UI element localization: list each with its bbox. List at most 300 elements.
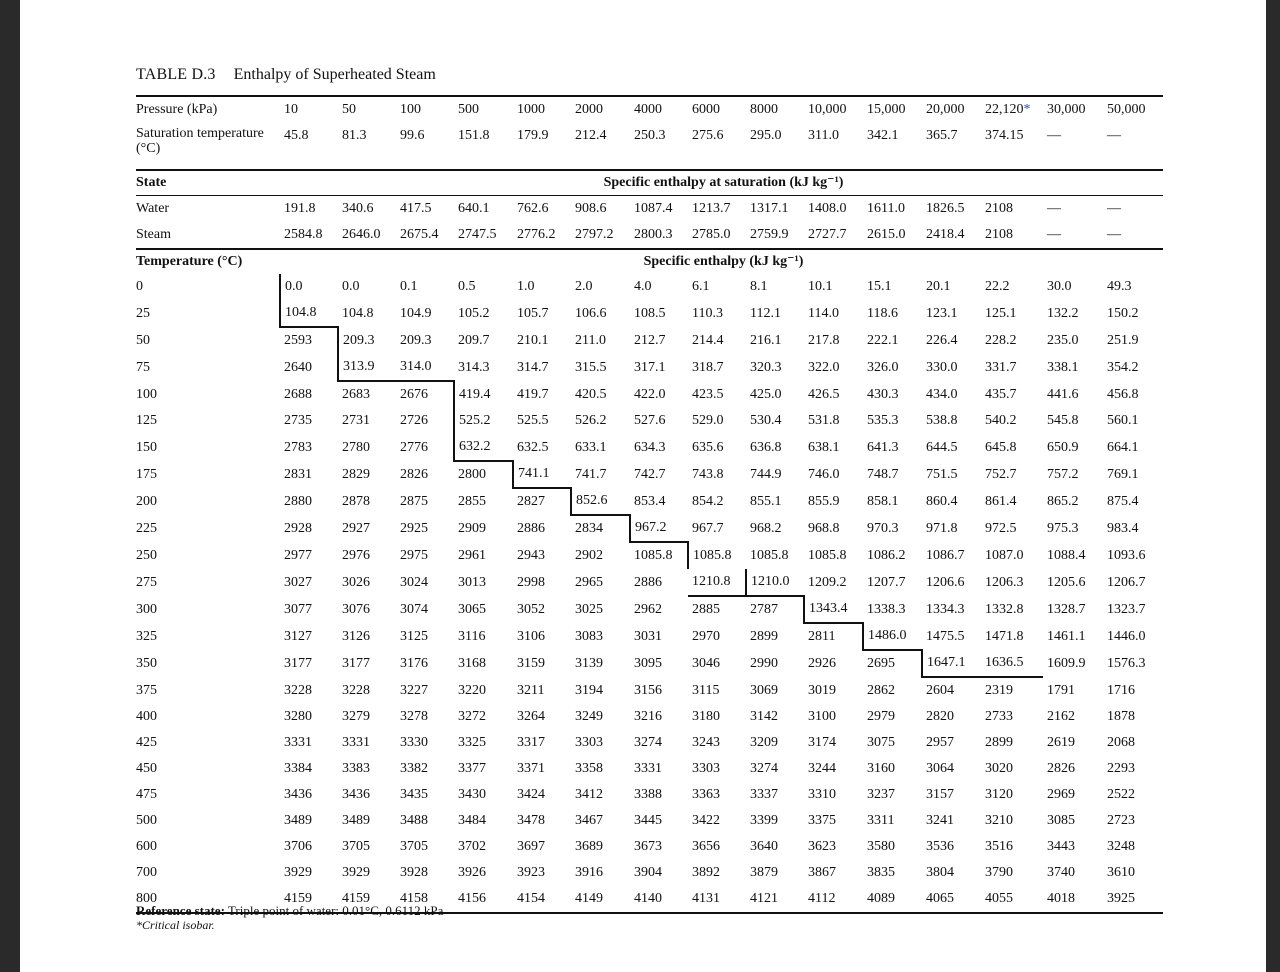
enthalpy-value: 3383 bbox=[342, 761, 370, 776]
enthalpy-value: 540.2 bbox=[985, 413, 1017, 428]
enthalpy-value: 3125 bbox=[400, 628, 428, 644]
enthalpy-value: 49.3 bbox=[1107, 279, 1132, 294]
enthalpy-value: 525.2 bbox=[454, 408, 513, 434]
enthalpy-value: 3929 bbox=[342, 865, 370, 880]
enthalpy-value: 3467 bbox=[575, 813, 603, 828]
enthalpy-value: 3384 bbox=[284, 761, 312, 776]
temperature-value: 200 bbox=[136, 493, 157, 509]
enthalpy-value: 1.0 bbox=[517, 279, 535, 294]
enthalpy-value: 3488 bbox=[400, 813, 428, 828]
enthalpy-value: 1471.8 bbox=[985, 628, 1024, 644]
temperature-row bbox=[136, 650, 1163, 677]
steam-enthalpy-value: 2646.0 bbox=[342, 227, 381, 242]
enthalpy-value: 209.3 bbox=[400, 332, 432, 348]
enthalpy-value: 354.2 bbox=[1107, 359, 1139, 375]
temperature-row bbox=[136, 381, 1163, 408]
enthalpy-value: 3209 bbox=[750, 735, 778, 750]
enthalpy-value: 3317 bbox=[517, 735, 545, 750]
enthalpy-value: 2827 bbox=[517, 494, 545, 509]
enthalpy-value: 743.8 bbox=[692, 466, 724, 482]
enthalpy-value: 1338.3 bbox=[867, 601, 906, 617]
enthalpy-value: 104.9 bbox=[400, 305, 432, 321]
enthalpy-value: 150.2 bbox=[1107, 305, 1139, 321]
enthalpy-value: 3705 bbox=[342, 839, 370, 854]
enthalpy-value: 3892 bbox=[692, 865, 720, 880]
enthalpy-value: 1328.7 bbox=[1047, 601, 1086, 617]
enthalpy-value: 2998 bbox=[517, 574, 545, 590]
enthalpy-value: 2957 bbox=[926, 735, 954, 750]
saturation-temperature-label: Saturation temperature (°C) bbox=[136, 126, 264, 156]
enthalpy-value: 3790 bbox=[985, 865, 1013, 880]
enthalpy-value: 983.4 bbox=[1107, 520, 1139, 536]
water-enthalpy-value: — bbox=[1047, 201, 1061, 216]
temperature-row bbox=[136, 730, 1163, 756]
enthalpy-value: 422.0 bbox=[634, 386, 666, 402]
pressure-value: 2000 bbox=[571, 96, 630, 123]
enthalpy-value: 967.2 bbox=[630, 515, 688, 542]
saturation-temperature-value: — bbox=[1107, 128, 1121, 143]
temperature-value: 125 bbox=[136, 413, 157, 428]
temperature-row bbox=[136, 677, 1163, 704]
enthalpy-value: 3445 bbox=[634, 813, 662, 828]
enthalpy-value: 3126 bbox=[342, 628, 370, 644]
enthalpy-value: 4149 bbox=[571, 886, 630, 913]
temperature-row bbox=[136, 860, 1163, 886]
enthalpy-value: 3174 bbox=[808, 735, 836, 750]
temperature-value: 300 bbox=[136, 601, 157, 617]
temperature-row bbox=[136, 569, 1163, 596]
enthalpy-value: 132.2 bbox=[1047, 305, 1079, 321]
enthalpy-value: 3623 bbox=[808, 839, 836, 854]
temperature-row bbox=[136, 756, 1163, 782]
enthalpy-value: 529.0 bbox=[692, 413, 724, 428]
enthalpy-value: 2961 bbox=[458, 547, 486, 563]
temperature-value: 25 bbox=[136, 305, 150, 321]
enthalpy-value: 2162 bbox=[1047, 709, 1075, 724]
enthalpy-value: 1206.6 bbox=[926, 574, 965, 590]
enthalpy-value: 2826 bbox=[400, 466, 428, 482]
reference-state-text: Triple point of water: 0.01°C, 0.6112 kPa bbox=[227, 903, 444, 918]
enthalpy-value: 114.0 bbox=[808, 305, 839, 321]
water-enthalpy-value: 1611.0 bbox=[867, 201, 905, 216]
enthalpy-value: 4159 bbox=[338, 886, 396, 913]
enthalpy-value: 1332.8 bbox=[985, 601, 1024, 617]
enthalpy-value: 3516 bbox=[985, 839, 1013, 854]
pressure-label: Pressure (kPa) bbox=[136, 96, 280, 123]
enthalpy-value: 3077 bbox=[284, 601, 312, 617]
enthalpy-value: 751.5 bbox=[926, 466, 958, 482]
enthalpy-value: 3095 bbox=[634, 655, 662, 671]
enthalpy-value: 2723 bbox=[1107, 813, 1135, 828]
enthalpy-value: 853.4 bbox=[634, 493, 666, 509]
enthalpy-value: 3013 bbox=[458, 574, 486, 590]
enthalpy-value: 538.8 bbox=[926, 413, 958, 428]
enthalpy-value: 3331 bbox=[634, 761, 662, 776]
steam-enthalpy-value: 2785.0 bbox=[692, 227, 731, 242]
enthalpy-value: 1088.4 bbox=[1047, 547, 1086, 563]
enthalpy-value: 3422 bbox=[692, 813, 720, 828]
enthalpy-value: 3249 bbox=[575, 709, 603, 724]
enthalpy-value: 3358 bbox=[575, 761, 603, 776]
enthalpy-value: 3115 bbox=[692, 682, 720, 698]
enthalpy-value: 3076 bbox=[342, 601, 370, 617]
enthalpy-value: 531.8 bbox=[808, 413, 840, 428]
water-enthalpy-value: 1826.5 bbox=[926, 201, 965, 216]
enthalpy-value: 967.7 bbox=[692, 520, 724, 536]
water-enthalpy-value: 340.6 bbox=[342, 201, 374, 216]
steam-enthalpy-value: 2418.4 bbox=[926, 227, 965, 242]
enthalpy-value: 3142 bbox=[750, 709, 778, 724]
enthalpy-value: 3388 bbox=[634, 787, 662, 802]
enthalpy-value: 968.2 bbox=[750, 520, 782, 536]
enthalpy-value: 3536 bbox=[926, 839, 954, 854]
enthalpy-value: 3702 bbox=[458, 839, 486, 854]
enthalpy-value: 1878 bbox=[1107, 709, 1135, 724]
enthalpy-value: 2928 bbox=[284, 520, 312, 536]
enthalpy-value: 322.0 bbox=[808, 359, 840, 375]
enthalpy-value: 1647.1 bbox=[922, 650, 981, 677]
temperature-value: 425 bbox=[136, 735, 157, 750]
enthalpy-value: 209.3 bbox=[338, 327, 396, 354]
enthalpy-value: 1209.2 bbox=[808, 574, 847, 590]
enthalpy-value: 3435 bbox=[400, 787, 428, 802]
enthalpy-value: 3052 bbox=[517, 601, 545, 617]
state-header-row bbox=[136, 170, 1163, 196]
temperature-row bbox=[136, 808, 1163, 834]
enthalpy-value: 1486.0 bbox=[863, 623, 922, 650]
table-caption bbox=[136, 66, 436, 84]
enthalpy-value: 3220 bbox=[458, 682, 486, 698]
enthalpy-value: 1086.2 bbox=[867, 547, 906, 563]
water-enthalpy-value: 1317.1 bbox=[750, 201, 789, 216]
enthalpy-value: 2787 bbox=[750, 602, 778, 617]
enthalpy-value: 2855 bbox=[458, 493, 486, 509]
enthalpy-value: 426.5 bbox=[808, 386, 840, 402]
enthalpy-value: 217.8 bbox=[808, 332, 840, 348]
enthalpy-value: 222.1 bbox=[867, 332, 899, 348]
enthalpy-value: 8.1 bbox=[750, 279, 768, 294]
enthalpy-value: 968.8 bbox=[808, 520, 840, 536]
temperature-value: 275 bbox=[136, 574, 157, 590]
enthalpy-value: 1716 bbox=[1107, 682, 1135, 698]
saturation-temperature-value: 342.1 bbox=[867, 128, 899, 143]
saturation-temperature-value: 374.15 bbox=[985, 128, 1024, 143]
enthalpy-value: 212.7 bbox=[634, 332, 666, 348]
enthalpy-value: 3424 bbox=[517, 787, 545, 802]
steam-enthalpy-value: — bbox=[1107, 227, 1121, 242]
enthalpy-value: 3331 bbox=[284, 735, 312, 750]
enthalpy-value: 3211 bbox=[517, 682, 545, 698]
steam-enthalpy-value: 2108 bbox=[985, 227, 1013, 242]
enthalpy-value: 210.1 bbox=[517, 332, 549, 348]
enthalpy-value: 3074 bbox=[400, 601, 428, 617]
temperature-header-row bbox=[136, 249, 1163, 274]
reference-state-label: Reference state: bbox=[136, 903, 225, 918]
table-notes bbox=[136, 904, 443, 932]
enthalpy-value: 633.1 bbox=[575, 439, 607, 455]
enthalpy-value: 1085.8 bbox=[688, 542, 746, 569]
critical-isobar-note: *Critical isobar. bbox=[136, 918, 215, 932]
enthalpy-value: 2826 bbox=[1047, 761, 1075, 776]
enthalpy-value: 441.6 bbox=[1047, 386, 1079, 402]
pressure-value: 8000 bbox=[746, 96, 804, 123]
enthalpy-value: 3640 bbox=[750, 839, 778, 854]
enthalpy-value: 742.7 bbox=[634, 466, 666, 482]
enthalpy-value: 2878 bbox=[342, 493, 370, 509]
state-header: State bbox=[136, 170, 280, 196]
enthalpy-value: 2820 bbox=[926, 709, 954, 724]
enthalpy-value: 2885 bbox=[692, 602, 720, 617]
enthalpy-value: 3377 bbox=[458, 761, 486, 776]
enthalpy-value: 1609.9 bbox=[1047, 655, 1086, 671]
enthalpy-value: 2834 bbox=[575, 521, 603, 536]
enthalpy-value: 3280 bbox=[284, 709, 312, 724]
water-enthalpy-value: 191.8 bbox=[284, 201, 316, 216]
enthalpy-value: 2962 bbox=[634, 601, 662, 617]
enthalpy-value: 3489 bbox=[284, 813, 312, 828]
enthalpy-value: 3244 bbox=[808, 761, 836, 776]
water-enthalpy-value: — bbox=[1107, 201, 1121, 216]
pressure-value: 1000 bbox=[513, 96, 571, 123]
enthalpy-value: 3904 bbox=[634, 865, 662, 880]
temperature-row bbox=[136, 623, 1163, 650]
enthalpy-value: 757.2 bbox=[1047, 466, 1079, 482]
enthalpy-value: 4112 bbox=[804, 886, 863, 913]
enthalpy-value: 317.1 bbox=[634, 359, 666, 375]
left-dark-border bbox=[0, 0, 20, 972]
enthalpy-value: 3382 bbox=[400, 761, 428, 776]
enthalpy-value: 1475.5 bbox=[926, 628, 965, 644]
enthalpy-value: 3194 bbox=[575, 682, 603, 698]
enthalpy-value: 3264 bbox=[517, 709, 545, 724]
enthalpy-value: 2902 bbox=[575, 547, 603, 563]
enthalpy-value: 3237 bbox=[867, 787, 895, 802]
enthalpy-value: 638.1 bbox=[808, 439, 840, 455]
enthalpy-value: 3436 bbox=[284, 787, 312, 802]
temperature-value: 350 bbox=[136, 655, 157, 671]
steam-enthalpy-value: 2800.3 bbox=[634, 227, 673, 242]
steam-enthalpy-value: 2727.7 bbox=[808, 227, 847, 242]
enthalpy-value: 10.1 bbox=[808, 279, 833, 294]
enthalpy-value: 3697 bbox=[517, 839, 545, 854]
pressure-value: 6000 bbox=[688, 96, 746, 123]
enthalpy-value: 3160 bbox=[867, 761, 895, 776]
enthalpy-value: 3026 bbox=[342, 574, 370, 590]
temperature-row bbox=[136, 782, 1163, 808]
enthalpy-value: 3928 bbox=[400, 865, 428, 880]
enthalpy-value: 3046 bbox=[692, 655, 720, 671]
enthalpy-value: 4.0 bbox=[634, 279, 652, 294]
pressure-value: 22,120* bbox=[981, 96, 1043, 123]
water-enthalpy-value: 2108 bbox=[985, 201, 1013, 216]
enthalpy-value: 1085.8 bbox=[750, 547, 789, 563]
enthalpy-value: 3331 bbox=[342, 735, 370, 750]
enthalpy-value: 3325 bbox=[458, 735, 486, 750]
enthalpy-value: 2829 bbox=[342, 466, 370, 482]
temperature-row bbox=[136, 327, 1163, 354]
temperature-value: 50 bbox=[136, 332, 150, 348]
enthalpy-value: 1323.7 bbox=[1107, 601, 1146, 617]
steam-enthalpy-value: 2759.9 bbox=[750, 227, 789, 242]
enthalpy-value: 1576.3 bbox=[1107, 655, 1146, 671]
enthalpy-value: 545.8 bbox=[1047, 413, 1079, 428]
saturation-enthalpy-header: Specific enthalpy at saturation (kJ kg⁻¹) bbox=[280, 170, 1163, 196]
enthalpy-value: 2965 bbox=[575, 574, 603, 590]
enthalpy-value: 4131 bbox=[688, 886, 746, 913]
enthalpy-value: 3100 bbox=[808, 709, 836, 724]
enthalpy-value: 3020 bbox=[985, 761, 1013, 776]
enthalpy-value: 226.4 bbox=[926, 332, 958, 348]
water-enthalpy-value: 908.6 bbox=[575, 201, 607, 216]
pressure-value: 10,000 bbox=[804, 96, 863, 123]
enthalpy-value: 2780 bbox=[342, 439, 370, 455]
steam-enthalpy-value: — bbox=[1047, 227, 1061, 242]
enthalpy-value: 3399 bbox=[750, 813, 778, 828]
enthalpy-value: 3867 bbox=[808, 865, 836, 880]
pressure-value: 30,000 bbox=[1043, 96, 1103, 123]
enthalpy-value: 2604 bbox=[926, 683, 954, 698]
table-title: Enthalpy of Superheated Steam bbox=[233, 66, 436, 83]
enthalpy-value: 3228 bbox=[342, 682, 370, 698]
enthalpy-value: 2943 bbox=[517, 547, 545, 563]
enthalpy-value: 22.2 bbox=[985, 279, 1010, 294]
enthalpy-value: 4055 bbox=[981, 886, 1043, 913]
pressure-row bbox=[136, 96, 1163, 123]
enthalpy-value: 3180 bbox=[692, 709, 720, 724]
enthalpy-value: 3127 bbox=[284, 628, 312, 644]
enthalpy-value: 3159 bbox=[517, 655, 545, 671]
enthalpy-value: 435.7 bbox=[985, 386, 1017, 402]
enthalpy-value: 420.5 bbox=[575, 386, 607, 402]
enthalpy-value: 2927 bbox=[342, 520, 370, 536]
enthalpy-value: 0.0 bbox=[342, 279, 360, 294]
enthalpy-value: 855.1 bbox=[750, 493, 782, 509]
enthalpy-value: 430.3 bbox=[867, 386, 899, 402]
enthalpy-value: 3303 bbox=[692, 761, 720, 776]
enthalpy-value: 3216 bbox=[634, 709, 662, 724]
enthalpy-value: 1205.6 bbox=[1047, 574, 1086, 590]
enthalpy-value: 228.2 bbox=[985, 332, 1017, 348]
pressure-value: 50,000 bbox=[1103, 96, 1163, 123]
enthalpy-value: 2726 bbox=[400, 413, 428, 428]
enthalpy-value: 251.9 bbox=[1107, 332, 1139, 348]
enthalpy-value: 644.5 bbox=[926, 439, 958, 455]
enthalpy-value: 2676 bbox=[400, 387, 428, 402]
temperature-value: 700 bbox=[136, 865, 157, 880]
enthalpy-value: 4140 bbox=[630, 886, 688, 913]
enthalpy-value: 3106 bbox=[517, 628, 545, 644]
steam-enthalpy-value: 2675.4 bbox=[400, 227, 439, 242]
enthalpy-value: 330.0 bbox=[926, 359, 958, 375]
enthalpy-value: 3139 bbox=[575, 655, 603, 671]
enthalpy-value: 3580 bbox=[867, 839, 895, 854]
enthalpy-value: 2688 bbox=[284, 386, 312, 402]
enthalpy-value: 3925 bbox=[1103, 886, 1163, 913]
enthalpy-value: 331.7 bbox=[985, 359, 1017, 375]
enthalpy-value: 2522 bbox=[1107, 787, 1135, 802]
temperature-value: 100 bbox=[136, 386, 157, 402]
enthalpy-value: 3156 bbox=[634, 682, 662, 698]
enthalpy-value: 3310 bbox=[808, 787, 836, 802]
saturation-temperature-value: 179.9 bbox=[517, 128, 549, 143]
enthalpy-value: 3804 bbox=[926, 865, 954, 880]
enthalpy-value: 632.5 bbox=[517, 439, 549, 455]
enthalpy-value: 3430 bbox=[458, 787, 486, 802]
temperature-value: 375 bbox=[136, 682, 157, 698]
enthalpy-value: 3436 bbox=[342, 787, 370, 802]
steam-enthalpy-value: 2584.8 bbox=[284, 227, 323, 242]
enthalpy-value: 3031 bbox=[634, 628, 662, 644]
enthalpy-value: 852.6 bbox=[571, 488, 630, 515]
enthalpy-value: 3279 bbox=[342, 709, 370, 724]
enthalpy-value: 2776 bbox=[400, 439, 428, 455]
saturation-temperature-value: 365.7 bbox=[926, 128, 958, 143]
enthalpy-value: 860.4 bbox=[926, 493, 958, 509]
enthalpy-value: 3330 bbox=[400, 735, 428, 750]
enthalpy-value: 746.0 bbox=[808, 466, 840, 482]
enthalpy-value: 419.4 bbox=[454, 381, 513, 408]
enthalpy-value: 3027 bbox=[284, 574, 312, 590]
enthalpy-value: 2800 bbox=[458, 467, 486, 482]
enthalpy-value: 2683 bbox=[342, 387, 370, 402]
enthalpy-value: 769.1 bbox=[1107, 466, 1139, 482]
temperature-row bbox=[136, 434, 1163, 461]
enthalpy-value: 2619 bbox=[1047, 735, 1075, 750]
saturation-temperature-value: 250.3 bbox=[634, 128, 666, 143]
temperature-row bbox=[136, 515, 1163, 542]
enthalpy-value: 423.5 bbox=[692, 386, 724, 402]
enthalpy-value: 15.1 bbox=[867, 279, 892, 294]
enthalpy-value: 3248 bbox=[1107, 839, 1135, 854]
steam-enthalpy-value: 2615.0 bbox=[867, 227, 906, 242]
saturation-temperature-value: 99.6 bbox=[400, 128, 425, 143]
enthalpy-value: 560.1 bbox=[1107, 413, 1139, 428]
enthalpy-value: 2731 bbox=[342, 413, 370, 428]
enthalpy-value: 2880 bbox=[284, 493, 312, 509]
enthalpy-value: 1791 bbox=[1047, 682, 1075, 698]
enthalpy-value: 2695 bbox=[867, 656, 895, 671]
steam-enthalpy-value: 2747.5 bbox=[458, 227, 497, 242]
saturation-temperature-value: 81.3 bbox=[342, 128, 367, 143]
enthalpy-value: 525.5 bbox=[517, 413, 549, 428]
temperature-row bbox=[136, 596, 1163, 623]
enthalpy-value: 2593 bbox=[284, 333, 312, 348]
enthalpy-value: 3484 bbox=[458, 813, 486, 828]
enthalpy-value: 752.7 bbox=[985, 466, 1017, 482]
enthalpy-value: 434.0 bbox=[926, 386, 958, 402]
enthalpy-value: 3371 bbox=[517, 761, 545, 776]
enthalpy-value: 3705 bbox=[400, 839, 428, 854]
enthalpy-value: 3740 bbox=[1047, 865, 1075, 880]
enthalpy-value: 634.3 bbox=[634, 439, 666, 455]
temperature-row bbox=[136, 300, 1163, 327]
enthalpy-value: 3923 bbox=[517, 865, 545, 880]
enthalpy-value: 1343.4 bbox=[804, 596, 863, 623]
enthalpy-value: 2899 bbox=[750, 628, 778, 644]
right-dark-border bbox=[1266, 0, 1280, 972]
temperature-value: 175 bbox=[136, 466, 157, 482]
enthalpy-value: 3025 bbox=[575, 601, 603, 617]
enthalpy-value: 861.4 bbox=[985, 493, 1017, 509]
temperature-value: 150 bbox=[136, 439, 157, 455]
enthalpy-value: 3024 bbox=[400, 574, 428, 590]
pressure-value: 100 bbox=[396, 96, 454, 123]
enthalpy-value: 664.1 bbox=[1107, 439, 1139, 455]
enthalpy-value: 104.8 bbox=[280, 300, 338, 327]
enthalpy-value: 4121 bbox=[746, 886, 804, 913]
enthalpy-value: 4156 bbox=[454, 886, 513, 913]
enthalpy-value: 2875 bbox=[400, 493, 428, 509]
